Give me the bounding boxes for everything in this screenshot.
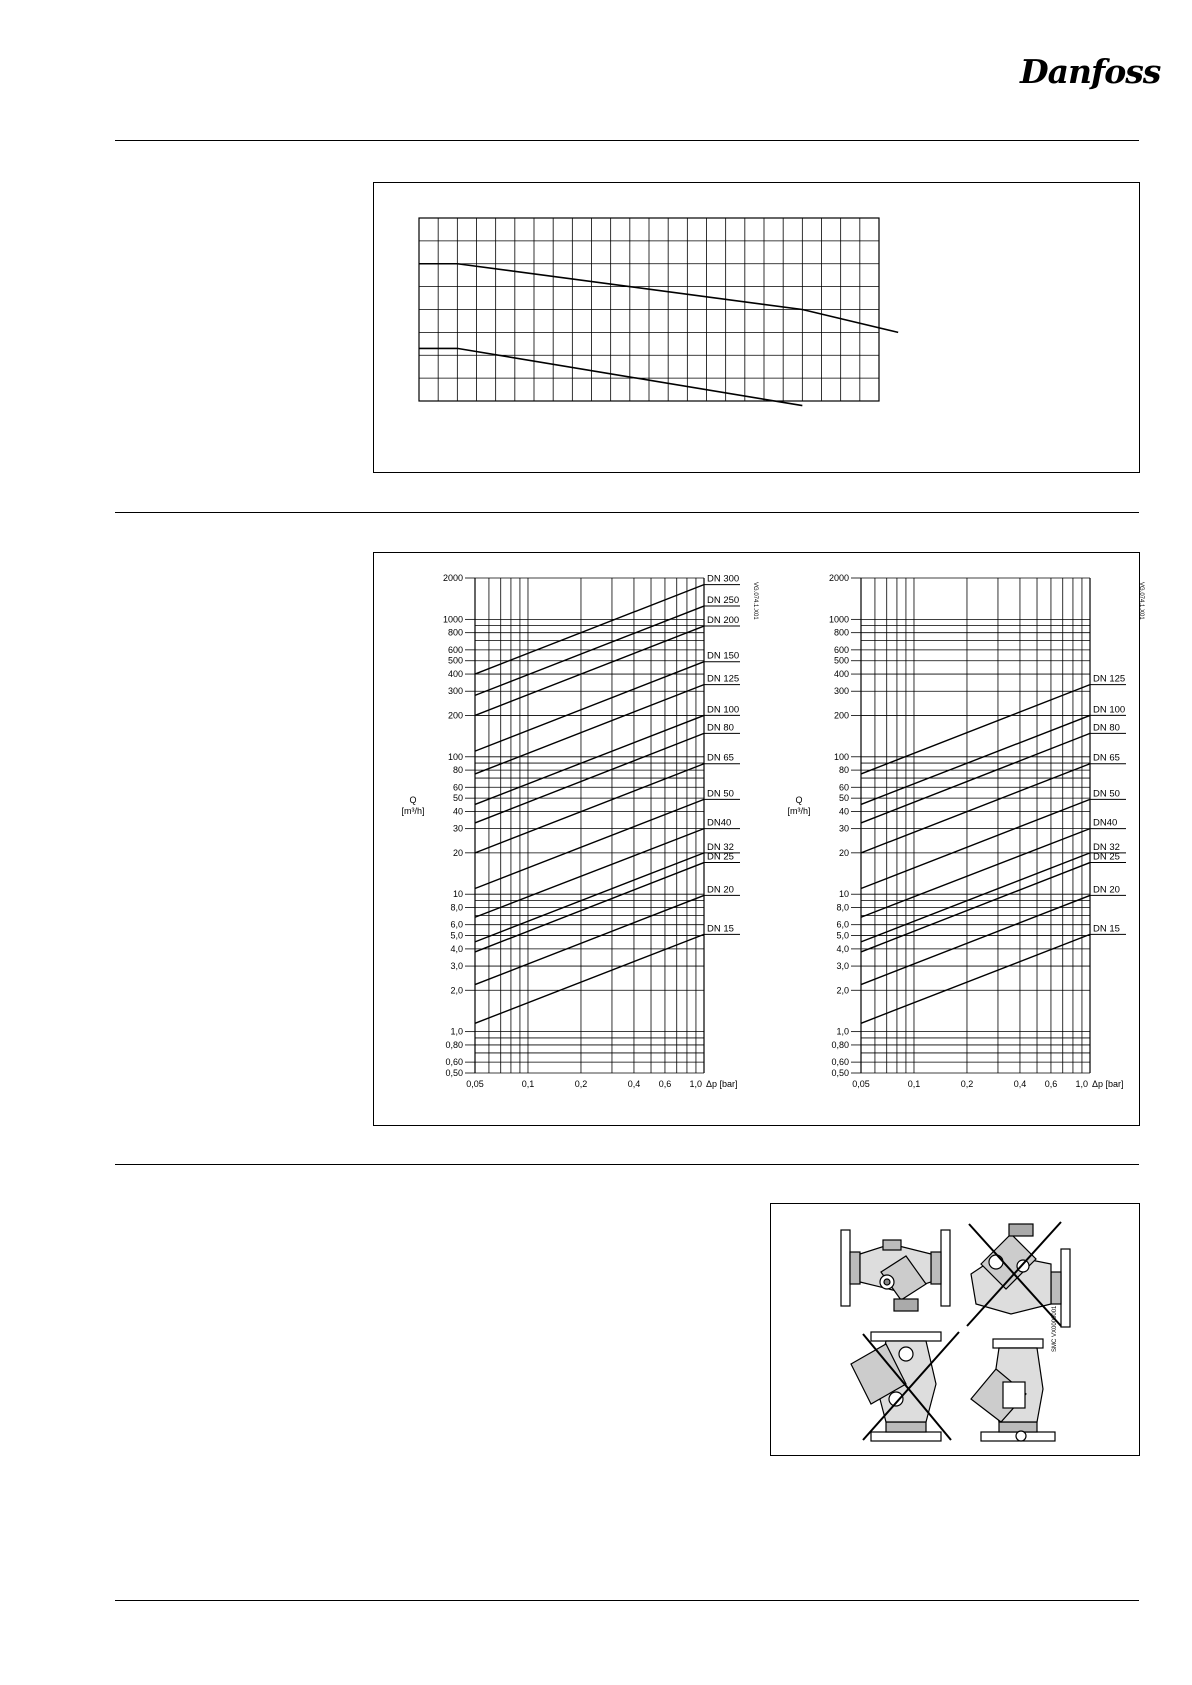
y-tick-label: 3,0 (836, 961, 849, 972)
series-label: DN 32 (1093, 841, 1120, 853)
installation-figure-box (770, 1203, 1140, 1456)
temperature-chart (374, 183, 1141, 474)
y-axis-label: Q (409, 795, 417, 806)
y-tick-label: 400 (447, 669, 463, 680)
y-tick-label: 0,50 (445, 1068, 463, 1078)
y-tick-label: 500 (833, 655, 849, 666)
y-tick-label: 400 (833, 669, 849, 680)
y-tick-label: 80 (452, 765, 463, 776)
y-tick-label: 3,0 (450, 961, 463, 972)
series-label: DN 15 (707, 923, 734, 935)
series-line (475, 662, 704, 751)
series-label: DN 20 (1093, 884, 1120, 896)
y-tick-label: 8,0 (836, 902, 849, 913)
section-divider (115, 1164, 1139, 1165)
y-tick-label: 30 (452, 823, 463, 834)
y-tick-label: 6,0 (450, 919, 463, 930)
y-tick-label: 200 (447, 710, 463, 721)
series-line (475, 895, 704, 984)
series-label: DN 125 (707, 673, 740, 685)
y-axis-unit: [m³/h] (401, 806, 425, 817)
x-tick-label: 0,4 (627, 1079, 641, 1089)
y-tick-label: 20 (838, 847, 849, 858)
series-label: DN 50 (707, 788, 734, 800)
y-tick-label: 2,0 (450, 985, 463, 996)
series-label: DN 15 (1093, 923, 1120, 935)
y-tick-label: 8,0 (450, 902, 463, 913)
y-tick-label: 200 (833, 710, 849, 721)
y-tick-label: 500 (447, 655, 463, 666)
y-tick-label: 1,0 (450, 1026, 463, 1037)
series-label: DN 125 (1093, 673, 1126, 685)
section-divider (115, 512, 1139, 513)
y-tick-label: 2000 (442, 573, 463, 583)
series-label: DN 65 (707, 752, 734, 764)
y-tick-label: 600 (447, 644, 463, 655)
chart-code: VG.074.1.X01 (752, 582, 758, 620)
y-tick-label: 60 (838, 782, 849, 793)
flow-diagrams (374, 553, 1144, 1127)
series-line (861, 799, 1090, 888)
chart-code: VG.074.1.X01 (1138, 582, 1144, 620)
y-tick-label: 600 (833, 644, 849, 655)
series-line (475, 934, 704, 1023)
figure-code: SMC VX0000001 (1052, 1305, 1058, 1352)
flow-chart (787, 573, 1144, 1089)
valve-incorrect-lower (851, 1332, 959, 1441)
series-label: DN 80 (1093, 722, 1120, 734)
y-tick-label: 5,0 (450, 930, 463, 941)
x-tick-label: 0,2 (960, 1079, 974, 1089)
series-label: DN 25 (1093, 851, 1120, 863)
series-label: DN 32 (707, 841, 734, 853)
series-line (475, 853, 704, 942)
x-tick-label: 0,1 (521, 1079, 535, 1089)
series-line (475, 829, 704, 918)
y-tick-label: 4,0 (836, 943, 849, 954)
y-tick-label: 1,0 (836, 1026, 849, 1037)
y-tick-label: 40 (452, 806, 463, 817)
series-label: DN 50 (1093, 788, 1120, 800)
y-tick-label: 0,80 (445, 1039, 463, 1050)
valve-installation-orientation-icon (771, 1204, 1141, 1457)
y-tick-label: 30 (838, 823, 849, 834)
y-tick-label: 300 (833, 686, 849, 697)
y-tick-label: 40 (838, 806, 849, 817)
series-label: DN 250 (707, 595, 740, 607)
y-tick-label: 0,60 (445, 1057, 463, 1068)
y-tick-label: 60 (452, 782, 463, 793)
y-tick-label: 10 (452, 889, 463, 900)
y-tick-label: 0,60 (831, 1057, 849, 1068)
y-tick-label: 10 (838, 889, 849, 900)
temperature-chart-box (373, 182, 1140, 473)
y-tick-label: 1000 (442, 614, 463, 625)
series-label: DN 65 (1093, 752, 1120, 764)
x-tick-label: 1,0 (1075, 1079, 1088, 1089)
series-label: DN 100 (1093, 704, 1126, 716)
y-axis-unit: [m³/h] (787, 806, 811, 817)
y-tick-label: 2000 (828, 573, 849, 583)
y-tick-label: 1000 (828, 614, 849, 625)
x-tick-label: 0,05 (466, 1079, 484, 1089)
series-line (475, 799, 704, 888)
y-tick-label: 6,0 (836, 919, 849, 930)
x-tick-label: 0,6 (658, 1079, 672, 1089)
series-line (861, 853, 1090, 942)
flow-chart (401, 573, 758, 1089)
series-line (861, 934, 1090, 1023)
flow-charts-box (373, 552, 1144, 1126)
series-label: DN 150 (707, 650, 740, 662)
y-tick-label: 80 (838, 765, 849, 776)
x-axis-label: Δp [bar] (706, 1079, 738, 1089)
y-tick-label: 4,0 (450, 943, 463, 954)
section-divider (115, 140, 1139, 141)
x-tick-label: 0,05 (852, 1079, 870, 1089)
series-line (861, 829, 1090, 918)
y-tick-label: 20 (452, 847, 463, 858)
series-label: DN 25 (707, 851, 734, 863)
y-tick-label: 0,50 (831, 1068, 849, 1078)
x-tick-label: 0,2 (574, 1079, 588, 1089)
series-label: DN 80 (707, 722, 734, 734)
y-axis-label: Q (795, 795, 803, 806)
series-line (861, 764, 1090, 853)
y-tick-label: 0,80 (831, 1039, 849, 1050)
series-label: DN40 (1093, 817, 1118, 829)
series-label: DN 200 (707, 615, 740, 627)
y-tick-label: 5,0 (836, 930, 849, 941)
series-label: DN 100 (707, 704, 740, 716)
series-line (475, 626, 704, 715)
x-axis-label: Δp [bar] (1092, 1079, 1124, 1089)
y-tick-label: 100 (833, 751, 849, 762)
x-tick-label: 0,6 (1044, 1079, 1058, 1089)
y-tick-label: 50 (452, 793, 463, 804)
series-line (475, 764, 704, 853)
y-tick-label: 50 (838, 793, 849, 804)
x-tick-label: 1,0 (689, 1079, 702, 1089)
x-tick-label: 0,4 (1013, 1079, 1027, 1089)
y-tick-label: 2,0 (836, 985, 849, 996)
series-line (861, 895, 1090, 984)
danfoss-logo: Danfoss (1020, 52, 1161, 91)
series-line-upper (419, 264, 898, 333)
y-tick-label: 800 (833, 627, 849, 638)
series-label: DN 20 (707, 884, 734, 896)
y-tick-label: 100 (447, 751, 463, 762)
y-tick-label: 300 (447, 686, 463, 697)
valve-correct-horizontal (841, 1230, 950, 1311)
series-label: DN40 (707, 817, 732, 829)
x-tick-label: 0,1 (907, 1079, 921, 1089)
section-divider (115, 1600, 1139, 1601)
series-label: DN 300 (707, 573, 740, 585)
valve-correct-vertical (971, 1339, 1055, 1441)
y-tick-label: 800 (447, 627, 463, 638)
